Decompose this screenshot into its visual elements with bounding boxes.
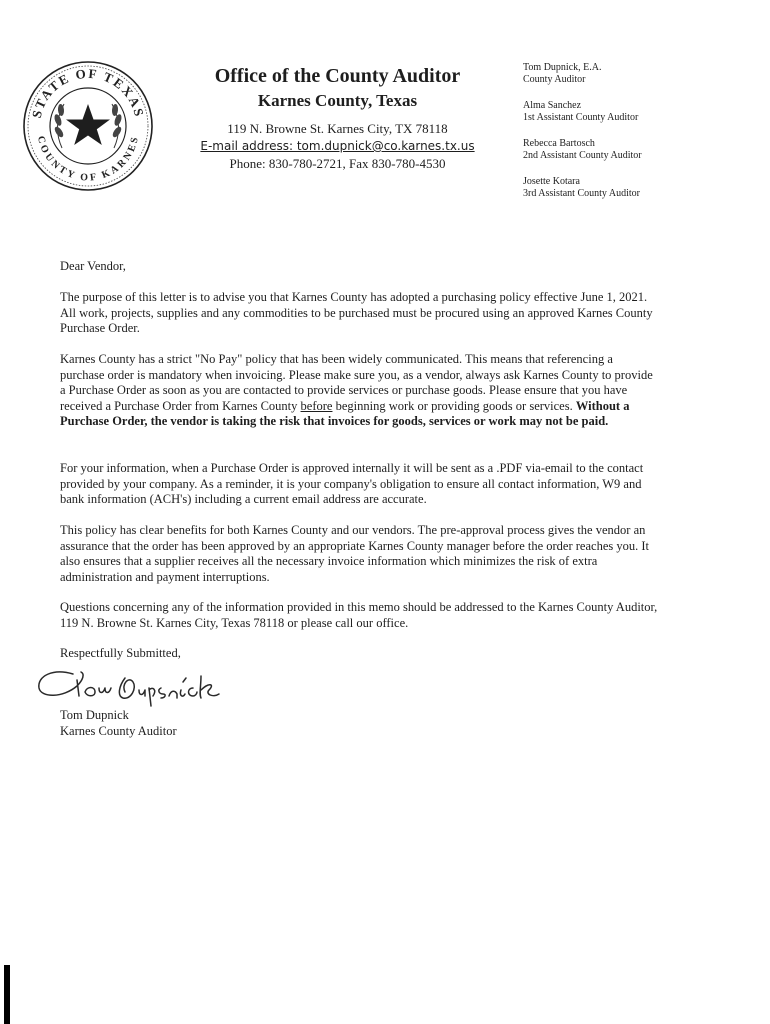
signature-label: Tom Dupnick bbox=[233, 706, 238, 707]
office-address: 119 N. Browne St. Karnes City, TX 78118 bbox=[227, 121, 448, 136]
phone-fax: Phone: 830-780-2721, Fax 830-780-4530 bbox=[229, 156, 446, 171]
paragraph-questions: Questions concerning any of the information provided in this memo should be addressed to the Karnes County Auditor, 119 N. Browne St. Karnes City, Texas 78118 or please call our office. bbox=[60, 600, 658, 630]
star-icon bbox=[66, 104, 110, 145]
signer-name: Tom Dupnick bbox=[60, 708, 129, 722]
letterhead bbox=[195, 64, 480, 173]
staff-name: Josette Kotara bbox=[523, 176, 580, 187]
signer-title: Karnes County Auditor bbox=[60, 724, 177, 738]
staff-name: Alma Sanchez bbox=[523, 100, 582, 111]
seal-bottom-text: COUNTY OF KARNES bbox=[34, 135, 142, 184]
signer-block bbox=[60, 707, 177, 739]
county-title: Karnes County, Texas bbox=[257, 91, 418, 110]
county-seal bbox=[22, 60, 154, 192]
paragraph-no-pay-text-cont: beginning work or providing goods or services. bbox=[332, 398, 576, 413]
staff-title: 3rd Assistant County Auditor bbox=[523, 188, 640, 199]
paragraph-info: For your information, when a Purchase Order is approved internally it will be sent as a .PDF via-email to the contact provided by your company. As a reminder, it is your company's obligation to ensure all contact information, W9 and bank information (ACH's) including a current email address are accurate. bbox=[60, 461, 644, 507]
closing: Respectfully Submitted, bbox=[60, 646, 181, 660]
staff-member bbox=[523, 100, 723, 124]
staff-member bbox=[523, 176, 723, 200]
warning-text: Without a Purchase Order, the vendor is taking the risk that invoices for goods, services or work may not be paid. bbox=[60, 398, 630, 429]
staff-title: 1st Assistant County Auditor bbox=[523, 112, 639, 123]
signature bbox=[33, 662, 238, 710]
email-link[interactable]: E-mail address: tom.dupnick@co.karnes.tx.us bbox=[200, 139, 475, 153]
emphasis-before: before bbox=[300, 398, 333, 413]
staff-title: 2nd Assistant County Auditor bbox=[523, 150, 642, 161]
staff-member bbox=[523, 138, 723, 162]
seal-top-text: STATE OF TEXAS bbox=[28, 65, 148, 120]
staff-name: Rebecca Bartosch bbox=[523, 138, 595, 149]
scan-edge-mark bbox=[4, 965, 10, 1024]
staff-list bbox=[523, 62, 723, 214]
paragraph-no-pay-text: Karnes County has a strict "No Pay" policy that has been widely communicated. This means that referencing a purchase order is mandatory when invoicing. Please make sure you, as a vendor, always ask Karnes County to provide a Purchase Order as soon as you are contacted to provide services or purchase goods. Please ensure that you have received a Purchase Order from Karnes County bbox=[60, 352, 653, 413]
staff-member bbox=[523, 62, 723, 86]
paragraph-benefits: This policy has clear benefits for both Karnes County and our vendors. The pre-approval process gives the vendor an assurance that the order has been approved by an appropriate Karnes County manager before the order reaches you. It also ensures that a supplier receives all the necessary invoice information which minimizes the risk of extra administration and payment interruptions. bbox=[60, 523, 649, 584]
staff-name: Tom Dupnick, E.A. bbox=[523, 62, 602, 73]
staff-title: County Auditor bbox=[523, 74, 586, 85]
letter-body bbox=[60, 259, 660, 660]
paragraph-no-pay bbox=[60, 352, 660, 430]
greeting: Dear Vendor, bbox=[60, 259, 126, 273]
paragraph-policy: The purpose of this letter is to advise you that Karnes County has adopted a purchasing policy effective June 1, 2021. All work, projects, supplies and any commodities to be purchased must be procured using an approved Karnes County Purchase Order. bbox=[60, 290, 653, 336]
office-title: Office of the County Auditor bbox=[214, 65, 461, 87]
